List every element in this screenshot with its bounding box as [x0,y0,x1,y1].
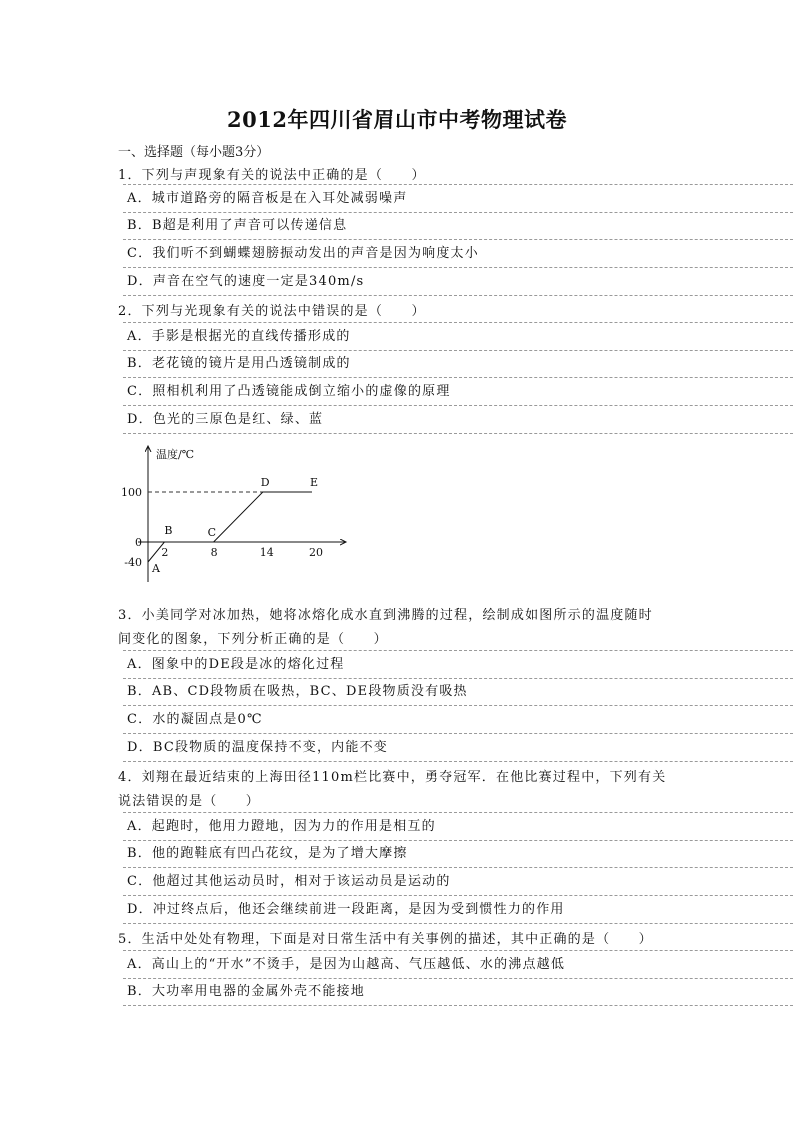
point-label-a: A [152,562,160,575]
option-text: B．AB、CD段物质在吸热，BC、DE段物质没有吸热 [127,684,468,699]
x-tick-label: 8 [210,546,218,559]
x-tick-label: 14 [259,546,274,559]
question-1-option-b[interactable] [123,212,793,240]
x-tick-label: 20 [309,546,323,559]
chart-marks [121,476,323,575]
question-4-option-b[interactable] [123,840,793,868]
point-label-d: D [260,476,270,489]
question-1-option-d[interactable] [123,268,793,296]
question-1-option-a[interactable] [123,184,793,213]
option-text: A．起跑时，他用力蹬地，因为力的作用是相互的 [127,819,436,834]
question-3-option-d[interactable] [123,734,793,762]
question-5-stem: 5．生活中处处有物理，下面是对日常生活中有关事例的描述，其中正确的是（ ） [118,932,653,947]
point-label-e: E [310,476,319,489]
temperature-series-line [148,492,312,562]
option-text: A．手影是根据光的直线传播形成的 [127,329,351,344]
question-2-option-c[interactable] [123,378,793,406]
question-4-stem-line-1: 4．刘翔在最近结束的上海田径110m栏比赛中，勇夺冠军．在他比赛过程中，下列有关 [118,770,667,785]
y-axis-label: 温度/℃ [156,448,195,461]
point-label-c: C [207,526,217,539]
option-text: A．高山上的“开水”不烫手，是因为山越高、气压越低、水的沸点越低 [127,957,566,972]
question-2-option-d[interactable] [123,406,793,434]
question-3-option-a[interactable] [123,650,793,679]
option-text: B．大功率用电器的金属外壳不能接地 [127,984,365,999]
y-tick-label: -40 [124,556,142,569]
question-4-option-d[interactable] [123,896,793,924]
question-2-option-a[interactable] [123,322,793,351]
page-title: 2012年四川省眉山市中考物理试卷 [227,107,567,132]
question-3-option-c[interactable] [123,706,793,734]
option-text: C．他超过其他运动员时，相对于该运动员是运动的 [127,874,451,889]
question-4-option-a[interactable] [123,812,793,841]
option-text: D．色光的三原色是红、绿、蓝 [127,412,324,427]
question-2-option-b[interactable] [123,350,793,378]
question-1-stem: 1．下列与声现象有关的说法中正确的是（ ） [118,168,426,183]
option-text: B．老花镜的镜片是用凸透镜制成的 [127,356,351,371]
point-label-b: B [164,524,173,537]
option-text: A．图象中的DE段是冰的熔化过程 [127,657,345,672]
y-tick-label: 0 [135,536,142,549]
question-3-stem-line-1: 3．小美同学对冰加热，她将冰熔化成水直到沸腾的过程，绘制成如图所示的温度随时 [118,608,653,623]
question-3-option-b[interactable] [123,678,793,706]
question-4-option-c[interactable] [123,868,793,896]
option-text: D．声音在空气的速度一定是340m/s [127,274,365,289]
option-text: B．他的跑鞋底有凹凸花纹，是为了增大摩擦 [127,846,408,861]
option-text: D．BC段物质的温度保持不变，内能不变 [127,740,388,755]
temperature-time-chart [118,440,358,588]
option-text: C．水的凝固点是0℃ [127,712,263,727]
question-3-stem-line-2: 间变化的图象，下列分析正确的是（ ） [118,632,388,647]
question-4-stem-line-2: 说法错误的是（ ） [118,794,261,809]
option-text: C．照相机利用了凸透镜能成倒立缩小的虚像的原理 [127,384,451,399]
section-heading: 一、选择题（每小题3分） [118,145,270,160]
question-2-stem: 2．下列与光现象有关的说法中错误的是（ ） [118,304,426,319]
x-tick-label: 2 [161,546,169,559]
option-text: B．B超是利用了声音可以传递信息 [127,218,348,233]
question-5-option-b[interactable] [123,978,793,1006]
chart-svg [118,440,358,588]
option-text: D．冲过终点后，他还会继续前进一段距离，是因为受到惯性力的作用 [127,902,565,917]
option-text: A．城市道路旁的隔音板是在入耳处减弱噪声 [127,191,408,206]
question-1-option-c[interactable] [123,240,793,268]
question-5-option-a[interactable] [123,950,793,979]
option-text: C．我们听不到蝴蝶翅膀振动发出的声音是因为响度太小 [127,246,479,261]
y-tick-label: 100 [121,486,142,499]
